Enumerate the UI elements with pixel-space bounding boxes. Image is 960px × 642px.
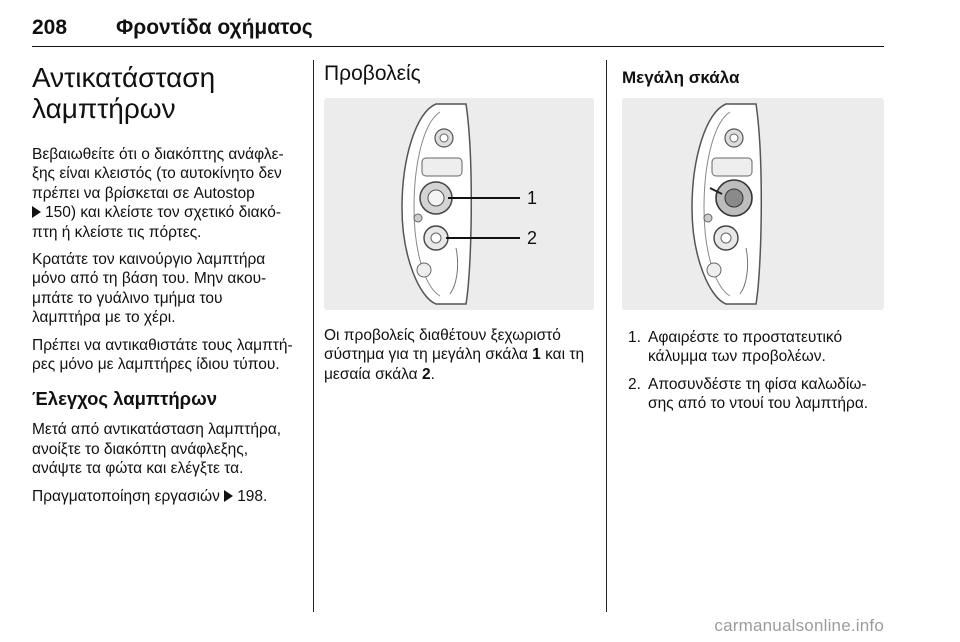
column-divider — [313, 60, 314, 612]
watermark: carmanualsonline.info — [714, 616, 884, 635]
paragraph: Κρατάτε τον καινούργιο λαμπτήρα μόνο από τη βάση του. Μην ακου- μπάτε το γυάλινο τμήμα του λαμπτήρα με το χέρι. — [32, 251, 267, 327]
list-item: 2. Αποσυνδέστε τη φίσα καλωδίω- σης από το ντουί του λαμπτήρα. — [628, 375, 869, 413]
section-title: Μεγάλη σκάλα — [622, 68, 740, 87]
column-right — [622, 62, 884, 422]
column-left — [32, 62, 304, 514]
page-reference-arrow-icon — [224, 490, 233, 502]
paragraph: Πραγματοποίηση εργασιών 198. — [32, 487, 268, 505]
page-number: 208 — [32, 16, 68, 39]
column-middle — [324, 62, 596, 392]
headlamp-drawing — [324, 98, 594, 310]
headlamp-illustration — [622, 98, 884, 310]
section-title: Αντικατάσταση λαμπτήρων — [32, 62, 216, 124]
column-divider — [606, 60, 607, 612]
page-header — [32, 10, 884, 47]
page-reference-arrow-icon — [32, 206, 41, 218]
paragraph: Πρέπει να αντικαθιστάτε τους λαμπτή- ρες μόνο με λαμπτήρες ίδιου τύπου. — [32, 336, 293, 374]
callout-label-2: 2 — [527, 228, 538, 248]
paragraph: Βεβαιωθείτε ότι ο διακόπτης ανάφλε- ξης είναι κλειστός (το αυτοκίνητο δεν πρέπει να βρίσκεται σε Autostop 150) και κλείστε τον σχετικό διακό- πτη ή κλείστε τις πόρτες. — [32, 146, 284, 241]
callout-label-1: 1 — [527, 188, 538, 208]
list-item: 1. Αφαιρέστε το προστατευτικό κάλυμμα των προβολέων. — [628, 329, 843, 366]
section-title: Προβολείς — [324, 62, 421, 85]
instruction-list — [622, 328, 884, 414]
paragraph: Μετά από αντικατάσταση λαμπτήρα, ανοίξτε το διακόπτη ανάφλεξης, ανάψτε τα φώτα και ελέγξτε τα. — [32, 421, 282, 478]
paragraph: Οι προβολείς διαθέτουν ξεχωριστό σύστημα για τη μεγάλη σκάλα 1 και τη μεσαία σκάλα 2. — [324, 327, 585, 383]
subsection-title: Έλεγχος λαμπτήρων — [32, 388, 218, 410]
headlamp-illustration — [324, 98, 594, 310]
chapter-title: Φροντίδα οχήματος — [116, 16, 313, 39]
headlamp-drawing — [622, 98, 884, 310]
